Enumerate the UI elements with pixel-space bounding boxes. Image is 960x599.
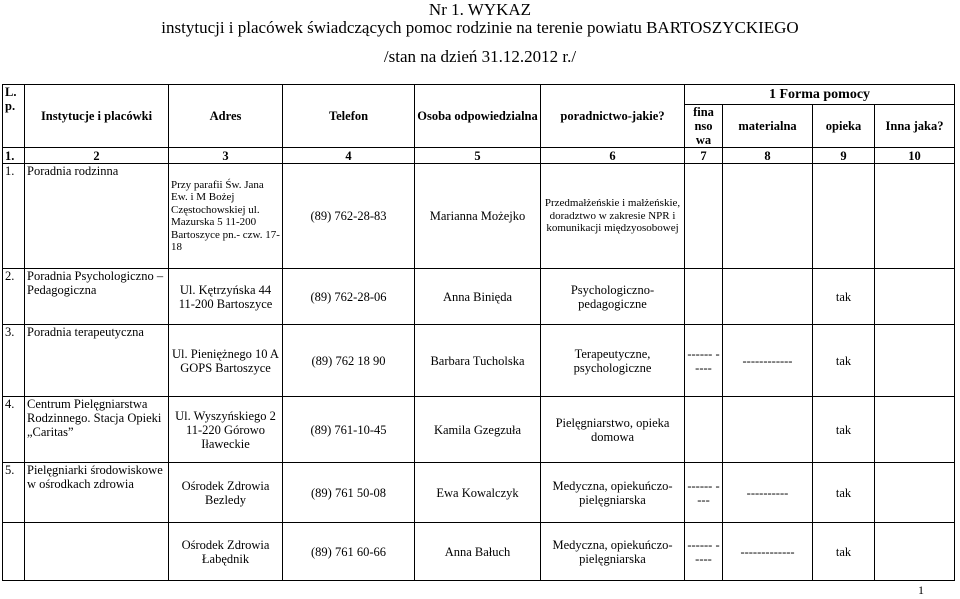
row-lp: 4.: [3, 397, 25, 463]
colnum-8: 8: [723, 148, 813, 164]
table-row: [3, 397, 955, 463]
row-lp: 5.: [3, 463, 25, 523]
table-row: [3, 164, 955, 269]
row-fin: [685, 397, 723, 463]
row-name: [25, 523, 169, 581]
colnum-2: 2: [25, 148, 169, 164]
header-other: Inna jaka?: [875, 105, 955, 148]
row-other: [875, 397, 955, 463]
row-name: Centrum Pielęgniarstwa Rodzinnego. Stacja Opieki „Caritas”: [25, 397, 169, 463]
row-advice: Pielęgniarstwo, opieka domowa: [541, 397, 685, 463]
row-lp: 3.: [3, 325, 25, 397]
row-name: Pielęgniarki środowiskowe w ośrodkach zdrowia: [25, 463, 169, 523]
row-address: Przy parafii Św. Jana Ew. i M Bożej Częstochowskiej ul. Mazurska 5 11-200 Bartoszyce pn.- czw. 17-18: [169, 164, 283, 269]
row-material: [723, 397, 813, 463]
colnum-6: 6: [541, 148, 685, 164]
row-advice: Medyczna, opiekuńczo-pielęgniarska: [541, 523, 685, 581]
row-fin: ------ -----: [685, 523, 723, 581]
row-address: Ul. Pieniężnego 10 A GOPS Bartoszyce: [169, 325, 283, 397]
row-person: Anna Bałuch: [415, 523, 541, 581]
row-name: Poradnia rodzinna: [25, 164, 169, 269]
row-fin: [685, 164, 723, 269]
table-row: [3, 463, 955, 523]
row-care: tak: [813, 397, 875, 463]
row-phone: (89) 762-28-83: [283, 164, 415, 269]
row-lp: 2.: [3, 269, 25, 325]
header-forma-group: 1 Forma pomocy: [685, 85, 955, 105]
column-numbers-row: [3, 148, 955, 164]
row-fin: ------ ----: [685, 463, 723, 523]
row-other: [875, 269, 955, 325]
header-advice: poradnictwo-jakie?: [541, 85, 685, 148]
row-name: Poradnia Psychologiczno – Pedagogiczna: [25, 269, 169, 325]
row-care: tak: [813, 325, 875, 397]
row-care: tak: [813, 269, 875, 325]
row-address: Ośrodek Zdrowia Bezledy: [169, 463, 283, 523]
row-phone: (89) 761 60-66: [283, 523, 415, 581]
row-lp: [3, 523, 25, 581]
row-phone: (89) 762 18 90: [283, 325, 415, 397]
institutions-table: [2, 84, 955, 581]
row-advice: Medyczna, opiekuńczo-pielęgniarska: [541, 463, 685, 523]
row-other: [875, 463, 955, 523]
row-address: Ul. Kętrzyńska 44 11-200 Bartoszyce: [169, 269, 283, 325]
header-fin: fina nso wa: [685, 105, 723, 148]
row-material: ------------: [723, 325, 813, 397]
header-lp: L. p.: [3, 85, 25, 148]
document-title-line1: Nr 1. WYKAZ: [428, 0, 532, 19]
row-material: ----------: [723, 463, 813, 523]
row-address: Ośrodek Zdrowia Łabędnik: [169, 523, 283, 581]
table-row: [3, 325, 955, 397]
row-other: [875, 164, 955, 269]
header-material: materialna: [723, 105, 813, 148]
row-material: [723, 269, 813, 325]
row-material: [723, 164, 813, 269]
row-phone: (89) 762-28-06: [283, 269, 415, 325]
header-name: Instytucje i placówki: [25, 85, 169, 148]
header-person: Osoba odpowiedzialna: [415, 85, 541, 148]
row-advice: Przedmałżeńskie i małżeńskie, doradztwo w zakresie NPR i komunikacji międzyosobowej: [541, 164, 685, 269]
table-row: [3, 523, 955, 581]
document-title-line2: instytucji i placówek świadczących pomoc rodzinie na terenie powiatu BARTOSZYCKIEGO: [161, 18, 799, 37]
row-phone: (89) 761 50-08: [283, 463, 415, 523]
colnum-9: 9: [813, 148, 875, 164]
row-person: Anna Binięda: [415, 269, 541, 325]
colnum-5: 5: [415, 148, 541, 164]
row-name: Poradnia terapeutyczna: [25, 325, 169, 397]
header-address: Adres: [169, 85, 283, 148]
header-care: opieka: [813, 105, 875, 148]
header-phone: Telefon: [283, 85, 415, 148]
document-date-line: /stan na dzień 31.12.2012 r./: [383, 47, 577, 66]
row-person: Ewa Kowalczyk: [415, 463, 541, 523]
colnum-4: 4: [283, 148, 415, 164]
row-person: Marianna Możejko: [415, 164, 541, 269]
colnum-7: 7: [685, 148, 723, 164]
colnum-3: 3: [169, 148, 283, 164]
row-person: Barbara Tucholska: [415, 325, 541, 397]
row-other: [875, 325, 955, 397]
row-advice: Terapeutyczne, psychologiczne: [541, 325, 685, 397]
colnum-1: 1.: [3, 148, 25, 164]
row-other: [875, 523, 955, 581]
row-fin: ------ -----: [685, 325, 723, 397]
row-person: Kamila Gzegzuła: [415, 397, 541, 463]
page-number: 1: [918, 583, 924, 597]
row-care: tak: [813, 463, 875, 523]
row-care: tak: [813, 523, 875, 581]
row-lp: 1.: [3, 164, 25, 269]
table-row: [3, 269, 955, 325]
row-address: Ul. Wyszyńskiego 2 11-220 Górowo Iławeckie: [169, 397, 283, 463]
row-fin: [685, 269, 723, 325]
row-advice: Psychologiczno-pedagogiczne: [541, 269, 685, 325]
row-phone: (89) 761-10-45: [283, 397, 415, 463]
colnum-10: 10: [875, 148, 955, 164]
row-material: -------------: [723, 523, 813, 581]
row-care: [813, 164, 875, 269]
